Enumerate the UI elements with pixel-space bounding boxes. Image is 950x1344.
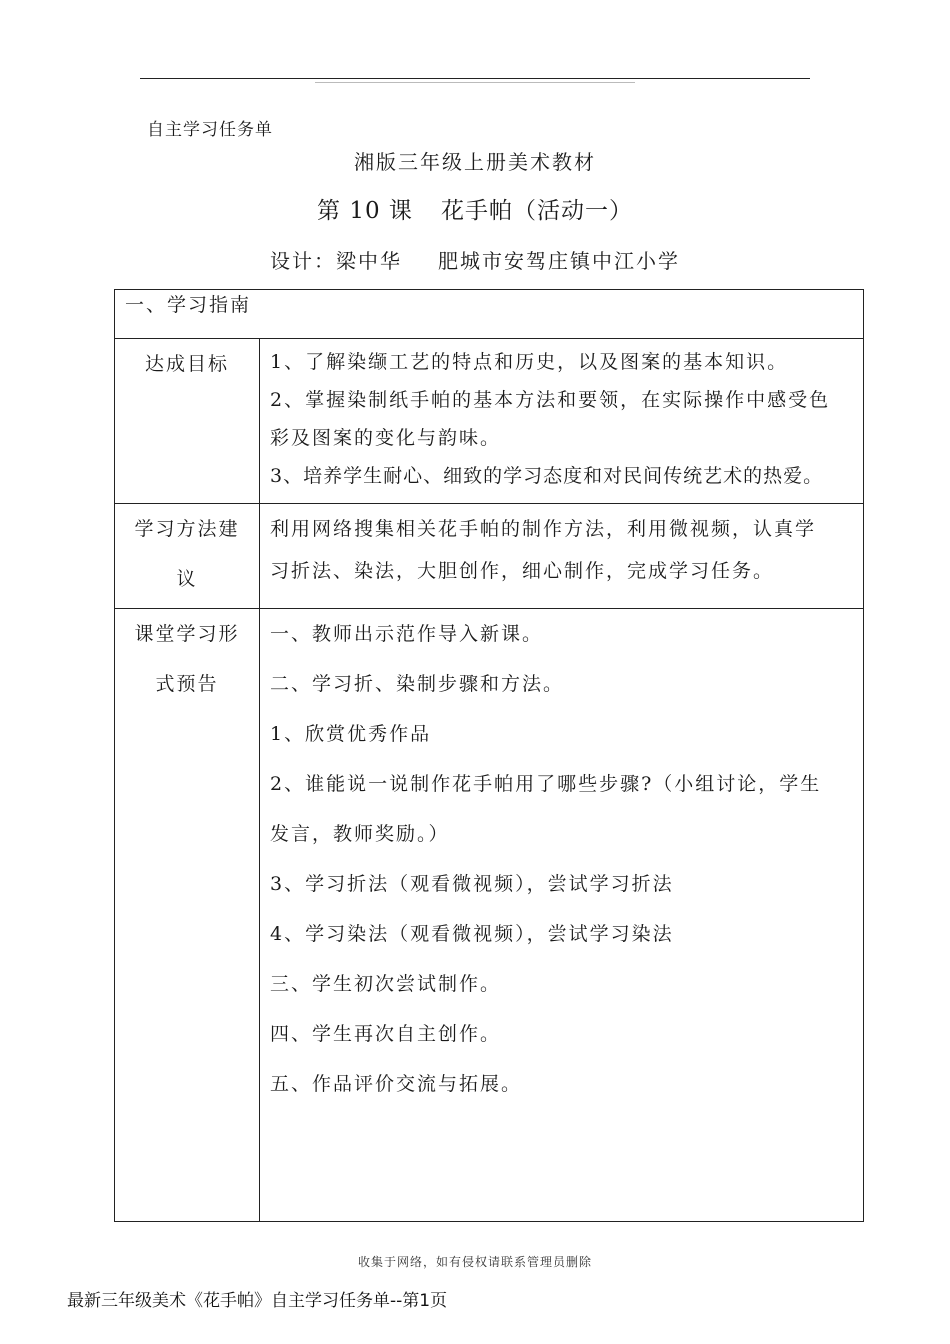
content-line: 2、掌握染制纸手帕的基本方法和要领，在实际操作中感受色 <box>270 389 831 411</box>
content-line: 五、作品评价交流与拓展。 <box>270 1073 523 1095</box>
textbook-subtitle: 湘版三年级上册美术教材 <box>354 150 596 174</box>
lesson-title: 花手帕（活动一） <box>440 198 633 224</box>
doc-label: 自主学习任务单 <box>147 120 273 140</box>
content-line: 四、学生再次自主创作。 <box>270 1023 502 1045</box>
content-line: 三、学生初次尝试制作。 <box>270 973 502 995</box>
school-name: 肥城市安驾庄镇中江小学 <box>438 249 680 273</box>
content-line: 利用网络搜集相关花手帕的制作方法，利用微视频，认真学 <box>270 518 817 540</box>
header-rule-shadow <box>315 82 635 83</box>
study-guide-table <box>114 289 864 1222</box>
content-line: 3、学习折法（观看微视频），尝试学习折法 <box>270 873 674 895</box>
row-label-goals: 达成目标 <box>115 339 260 504</box>
header-rule <box>140 78 810 79</box>
content-line: 二、学习折、染制步骤和方法。 <box>270 673 565 695</box>
section-title: 一、学习指南 <box>115 290 864 339</box>
content-line: 4、学习染法（观看微视频），尝试学习染法 <box>270 923 674 945</box>
designer-name: 设计：梁中华 <box>270 249 402 273</box>
row-content-method <box>260 504 864 609</box>
content-line: 3、培养学生耐心、细致的学习态度和对民间传统艺术的热爱。 <box>270 465 824 487</box>
row-label-method: 学习方法建 议 <box>115 504 260 609</box>
row-content-class-preview <box>260 609 864 1222</box>
row-content-goals <box>260 339 864 504</box>
lesson-number: 第 10 课 <box>317 198 413 224</box>
content-line: 1、了解染缬工艺的特点和历史，以及图案的基本知识。 <box>270 351 789 373</box>
content-line: 一、教师出示范作导入新课。 <box>270 623 544 645</box>
content-line: 发言，教师奖励。） <box>270 823 450 845</box>
table-row-class-preview <box>115 609 864 1222</box>
footer-note: 收集于网络，如有侵权请联系管理员删除 <box>357 1255 592 1269</box>
designer-line <box>0 245 950 274</box>
content-line: 习折法、染法，大胆创作，细心制作，完成学习任务。 <box>270 560 775 582</box>
row-label-class-preview: 课堂学习形 式预告 <box>115 609 260 1222</box>
content-line: 1、欣赏优秀作品 <box>270 723 432 745</box>
footer-page-label: 最新三年级美术《花手帕》自主学习任务单--第1页 <box>67 1291 448 1311</box>
lesson-title-line <box>0 192 950 225</box>
content-line: 2、谁能说一说制作花手帕用了哪些步骤?（小组讨论，学生 <box>270 773 822 795</box>
table-row-goals <box>115 339 864 504</box>
content-line: 彩及图案的变化与韵味。 <box>270 427 502 449</box>
table-row-method <box>115 504 864 609</box>
